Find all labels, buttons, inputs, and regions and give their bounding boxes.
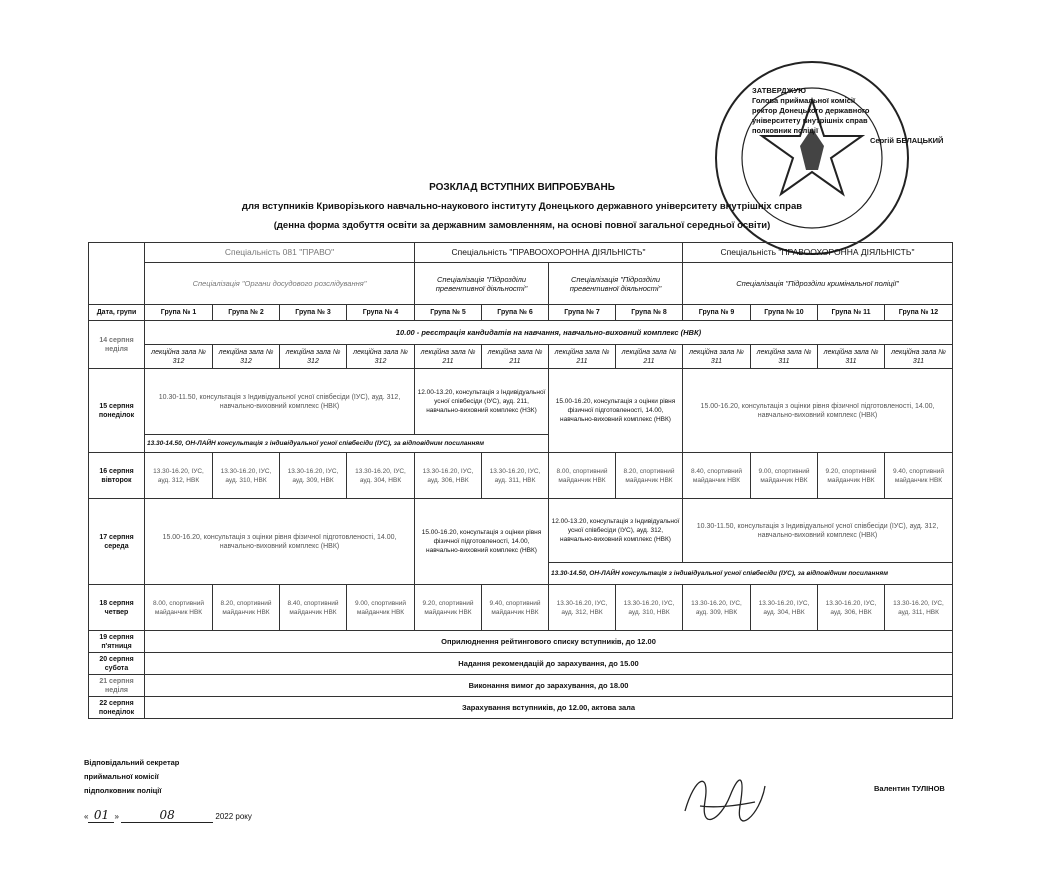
schedule-table: [88, 242, 953, 719]
registration-cell: 10.00 - реєстрація кандидатів на навчання, навчально-виховний комплекс (НВК): [145, 321, 953, 345]
approval-line: університету внутрішніх справ: [752, 116, 868, 125]
event-cell: Надання рекомендацій до зарахування, до 15.00: [145, 653, 953, 675]
specialization-preventive-2: Спеціалізація "Підрозділи превентивної діяльності": [549, 263, 683, 305]
group-header: Група № 3: [280, 305, 347, 321]
event-cell: Виконання вимог до зарахування, до 18.00: [145, 675, 953, 697]
consultation-cell: 12.00-13.20, консультація з Індивідуальної усної співбесіди (ІУС), ауд. 312, навчально-виховний комплекс (НВК): [549, 499, 683, 563]
exam-cell: 8.00, спортивний майданчик НВК: [145, 585, 213, 631]
exam-cell: 13.30-16.20, ІУС, ауд. 312, НВК: [549, 585, 616, 631]
group-header: Група № 11: [818, 305, 885, 321]
date-cell-15: [89, 369, 145, 453]
group-header: Група № 1: [145, 305, 213, 321]
date-suffix: 2022 року: [215, 812, 252, 821]
hall-cell: лекційна зала № 311: [751, 345, 818, 369]
hall-cell: лекційна зала № 211: [616, 345, 683, 369]
weekday: неділя: [104, 686, 129, 694]
group-header: Група № 2: [213, 305, 280, 321]
event-cell: Зарахування вступників, до 12.00, актова зала: [145, 697, 953, 719]
online-consultation-cell: 13.30-14.50, ОН-ЛАЙН консультація з індивідуальної усної співбесіди (ІУС), за відповідним посиланням: [145, 435, 549, 453]
exam-cell: 9.40, спортивний майданчик НВК: [885, 453, 953, 499]
hall-cell: лекційна зала № 211: [415, 345, 482, 369]
group-header: Група № 6: [482, 305, 549, 321]
consultation-cell: 10.30-11.50, консультація з Індивідуальної усної співбесіди (ІУС), ауд. 312, навчально-виховний комплекс (НВК): [145, 369, 415, 435]
date-day: 01: [88, 808, 114, 823]
date-cell-21: [89, 675, 145, 697]
exam-cell: 9.20, спортивний майданчик НВК: [415, 585, 482, 631]
document-subtitle: для вступників Криворізького навчально-наукового інституту Донецького державного університету внутрішніх справ: [241, 201, 803, 212]
position-line: Відповідальний секретар: [84, 758, 180, 767]
specialty-law-enforcement-2: Спеціальність "ПРАВООХОРОННА ДІЯЛЬНІСТЬ": [683, 243, 953, 263]
date-month: 08: [121, 808, 213, 823]
group-header: Група № 10: [751, 305, 818, 321]
date-cell-19: [89, 631, 145, 653]
date: 18 серпня: [99, 599, 134, 607]
exam-cell: 9.00, спортивний майданчик НВК: [751, 453, 818, 499]
hall-cell: лекційна зала № 211: [549, 345, 616, 369]
exam-cell: 9.40, спортивний майданчик НВК: [482, 585, 549, 631]
signatory-name: Валентин ТУЛІНОВ: [874, 784, 945, 793]
date: 15 серпня: [99, 402, 134, 410]
specialty-law: Спеціальність 081 "ПРАВО": [145, 243, 415, 263]
exam-cell: 13.30-16.20, ІУС, ауд. 309, НВК: [280, 453, 347, 499]
date: 17 серпня: [99, 533, 134, 541]
handwritten-signature: [680, 766, 770, 826]
weekday: четвер: [104, 608, 129, 616]
consultation-cell: 15.00-16.20, консультація з оцінки рівня фізичної підготовленості, 14.00, навчально-виховний комплекс (НВК): [145, 499, 415, 585]
hall-cell: лекційна зала № 312: [213, 345, 280, 369]
group-header: Група № 12: [885, 305, 953, 321]
consultation-cell: 15.00-16.20, консультація з оцінки рівня фізичної підготовленості, 14.00, навчально-виховний комплекс (НВК): [549, 369, 683, 453]
document-title: РОЗКЛАД ВСТУПНИХ ВИПРОБУВАНЬ: [429, 182, 615, 193]
specialization-preventive: Спеціалізація "Підрозділи превентивної діяльності": [415, 263, 549, 305]
exam-cell: 8.40, спортивний майданчик НВК: [280, 585, 347, 631]
exam-cell: 8.40, спортивний майданчик НВК: [683, 453, 751, 499]
document-subtitle-2: (денна форма здобуття освіти за державним замовленням, на основі повної загальної середньої освіти): [273, 220, 771, 231]
approval-signatory: Сергій БЕЛАЦЬКИЙ: [870, 136, 944, 145]
date-cell-16: [89, 453, 145, 499]
approval-line: полковник поліції: [752, 126, 819, 135]
event-cell: Оприлюднення рейтингового списку вступників, до 12.00: [145, 631, 953, 653]
weekday: неділя: [104, 345, 129, 353]
hall-cell: лекційна зала № 312: [280, 345, 347, 369]
exam-cell: 13.30-16.20, ІУС, ауд. 309, НВК: [683, 585, 751, 631]
specialty-law-enforcement: Спеціальність "ПРАВООХОРОННА ДІЯЛЬНІСТЬ": [415, 243, 683, 263]
hall-cell: лекційна зала № 312: [145, 345, 213, 369]
group-header: Група № 8: [616, 305, 683, 321]
specialization-criminal-police: Спеціалізація "Підрозділи кримінальної поліції": [683, 263, 953, 305]
date: 20 серпня: [99, 655, 134, 663]
online-consultation-cell: 13.30-14.50, ОН-ЛАЙН консультація з індивідуальної усної співбесіди (ІУС), за відповідним посиланням: [549, 563, 953, 585]
exam-cell: 13.30-16.20, ІУС, ауд. 311, НВК: [885, 585, 953, 631]
approval-block: [752, 86, 982, 146]
exam-cell: 13.30-16.20, ІУС, ауд. 312, НВК: [145, 453, 213, 499]
group-header: Група № 9: [683, 305, 751, 321]
exam-cell: 13.30-16.20, ІУС, ауд. 306, НВК: [415, 453, 482, 499]
exam-cell: 13.30-16.20, ІУС, ауд. 310, НВК: [213, 453, 280, 499]
footer-position: [84, 756, 179, 798]
date: 22 серпня: [99, 699, 134, 707]
exam-cell: 8.20, спортивний майданчик НВК: [616, 453, 683, 499]
weekday: вівторок: [101, 476, 132, 484]
date-cell-17: [89, 499, 145, 585]
consultation-cell: 12.00-13.20, консультація з Індивідуальної усної співбесіди (ІУС), ауд. 211, навчально-виховний комплекс (НЗК): [415, 369, 549, 435]
approval-line: ЗАТВЕРДЖУЮ: [752, 86, 806, 95]
date: 14 серпня: [99, 336, 134, 344]
exam-cell: 9.00, спортивний майданчик НВК: [347, 585, 415, 631]
hall-cell: лекційна зала № 312: [347, 345, 415, 369]
exam-cell: 13.30-16.20, ІУС, ауд. 304, НВК: [751, 585, 818, 631]
weekday: середа: [104, 542, 129, 550]
consultation-cell: 15.00-16.20, консультація з оцінки рівня фізичної підготовленості, 14.00, навчально-виховний комплекс (НВК): [415, 499, 549, 585]
date-cell-18: [89, 585, 145, 631]
hall-cell: лекційна зала № 311: [818, 345, 885, 369]
specialization-investigation: Спеціалізація "Органи досудового розслідування": [145, 263, 415, 305]
date: 21 серпня: [99, 677, 134, 685]
approval-line: Голова приймальної комісії: [752, 96, 856, 105]
position-line: приймальної комісії: [84, 772, 159, 781]
group-header: Група № 4: [347, 305, 415, 321]
group-header: Група № 7: [549, 305, 616, 321]
date-cell-20: [89, 653, 145, 675]
exam-cell: 9.20, спортивний майданчик НВК: [818, 453, 885, 499]
date-cell-22: [89, 697, 145, 719]
date: 19 серпня: [99, 633, 134, 641]
hall-cell: лекційна зала № 211: [482, 345, 549, 369]
hall-cell: лекційна зала № 311: [683, 345, 751, 369]
exam-cell: 13.30-16.20, ІУС, ауд. 310, НВК: [616, 585, 683, 631]
exam-cell: 13.30-16.20, ІУС, ауд. 306, НВК: [818, 585, 885, 631]
date: 16 серпня: [99, 467, 134, 475]
header-corner: [89, 243, 145, 305]
weekday: понеділок: [98, 411, 135, 419]
weekday: п'ятниця: [101, 642, 132, 650]
approval-line: ректор Донецького державного: [752, 106, 870, 115]
weekday: понеділок: [98, 708, 135, 716]
weekday: субота: [104, 664, 129, 672]
exam-cell: 8.00, спортивний майданчик НВК: [549, 453, 616, 499]
exam-cell: 13.30-16.20, ІУС, ауд. 304, НВК: [347, 453, 415, 499]
consultation-cell: 10.30-11.50, консультація з Індивідуальної усної співбесіди (ІУС), ауд. 312, навчально-виховний комплекс (НВК): [683, 499, 953, 563]
hall-cell: лекційна зала № 311: [885, 345, 953, 369]
footer-date: « 01 » 08 2022 року: [84, 808, 252, 822]
group-header: Група № 5: [415, 305, 482, 321]
exam-cell: 8.20, спортивний майданчик НВК: [213, 585, 280, 631]
exam-cell: 13.30-16.20, ІУС, ауд. 311, НВК: [482, 453, 549, 499]
position-line: підполковник поліції: [84, 786, 162, 795]
consultation-cell: 15.00-16.20, консультація з оцінки рівня фізичної підготовленості, 14.00, навчально-виховний комплекс (НВК): [683, 369, 953, 453]
date-groups-header: Дата, групи: [89, 305, 145, 321]
date-cell-14: [89, 321, 145, 369]
